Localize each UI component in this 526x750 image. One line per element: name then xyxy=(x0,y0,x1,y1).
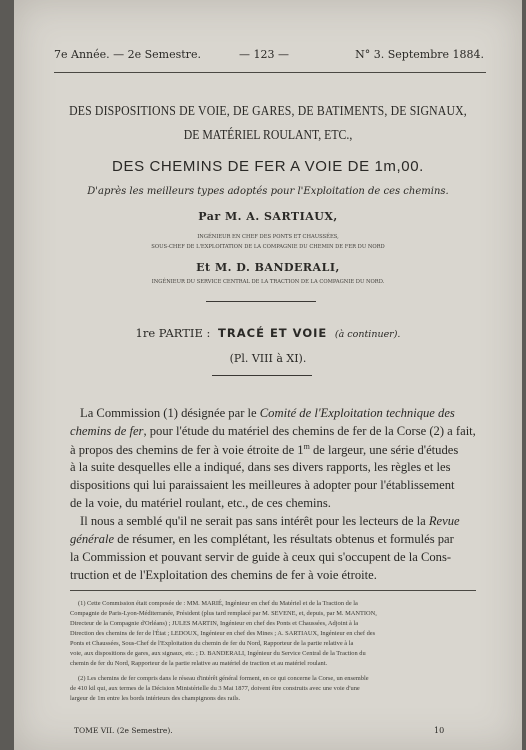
footnote-line-8: (2) Les chemins de fer compris dans le réseau d'intérêt général forment, en ce qui concerne la Corse, un ensemble xyxy=(78,675,369,682)
footnote-line-10: largeur de 1m entre les bords intérieurs des champignons des rails. xyxy=(70,695,241,702)
part-label: 1re PARTIE : xyxy=(135,326,211,340)
author-1-role-1: INGÉNIEUR EN CHEF DES PONTS ET CHAUSSÉES, xyxy=(197,234,339,240)
body-line-6: de la voie, du matériel roulant, etc., de ces chemins. xyxy=(70,496,331,510)
part-title: TRACÉ ET VOIE xyxy=(218,326,328,340)
body-line-9: la Commission et pouvant servir de guide à ceux qui s'occupent de la Cons- xyxy=(70,550,452,564)
author-1: Par M. A. SARTIAUX, xyxy=(198,210,338,223)
header-rule xyxy=(54,72,486,73)
part-note: (à continuer). xyxy=(334,329,401,340)
footnote-line-5: Ponts et Chaussées, Sous-Chef de l'Exploitation du chemin de fer du Nord, Rapporteur de la partie relative à la xyxy=(70,640,354,647)
body-line-8: générale de résumer, en les complétant, les résultats obtenus et formulés par xyxy=(70,532,454,546)
title-line-1: DES DISPOSITIONS DE VOIE, DE GARES, DE BATIMENTS, DE SIGNAUX, xyxy=(69,104,467,119)
title-line-2: DE MATÉRIEL ROULANT, ETC., xyxy=(183,128,353,143)
footnote-line-6: voie, aux dispositions de gares, aux signaux, etc. ; D. BANDERALI, Ingénieur du Service Central de la Traction du xyxy=(70,650,366,657)
footnote-line-3: Directeur de la Compagnie d'Orléans) ; JULES MARTIN, Ingénieur en chef des Ponts et Chaussées, Adjoint à la xyxy=(70,620,359,627)
author-2-role: INGÉNIEUR DU SERVICE CENTRAL DE LA TRACTION DE LA COMPAGNIE DU NORD. xyxy=(151,279,385,285)
header-page-number: — 123 — xyxy=(239,48,289,61)
footnote-rule xyxy=(70,590,476,591)
title-subtitle: D'après les meilleurs types adoptés pour l'Exploitation de ces chemins. xyxy=(87,186,449,197)
footnote-line-7: chemin de fer du Nord, Rapporteur de la partie relative au matériel de traction et au matériel roulant. xyxy=(70,660,328,667)
journal-page xyxy=(14,0,522,750)
footer-volume: TOME VII. (2e Semestre). xyxy=(74,726,173,735)
author-2: Et M. D. BANDERALI, xyxy=(196,261,340,274)
body-line-10: truction et de l'Exploitation des chemins de fer à voie étroite. xyxy=(70,568,377,582)
authors-rule xyxy=(206,301,316,302)
footnote-line-4: Direction des chemins de fer de l'État ; LEDOUX, Ingénieur en chef des Mines ; A. SARTIAUX, Ingénieur en chef des xyxy=(70,630,376,637)
body-line-3: à propos des chemins de fer à voie étroite de 1$^m$ de largeur, une série d'études xyxy=(70,442,459,458)
header-date: N° 3. Septembre 1884. xyxy=(355,48,484,61)
title-line-3: DES CHEMINS DE FER A VOIE DE 1m,00. xyxy=(112,158,424,175)
body-line-2: chemins de fer, pour l'étude du matériel des chemins de fer de la Corse (2) a fait, xyxy=(70,424,476,438)
body-line-5: dispositions qui lui paraissaient les meilleures à adopter pour l'établissement xyxy=(70,478,455,492)
body-line-7: Il nous a semblé qu'il ne serait pas sans intérêt pour les lecteurs de la Revue xyxy=(80,514,460,528)
part-rule xyxy=(212,375,312,376)
part-heading xyxy=(14,326,522,340)
body-line-1: La Commission (1) désignée par le Comité de l'Exploitation technique des xyxy=(80,406,455,420)
body-line-4: à la suite desquelles elle a indiqué, dans ses divers rapports, les règles et les xyxy=(70,460,451,474)
footnote-line-2: Compagnie de Paris-Lyon-Méditerranée, Président (plus tard remplacé par M. SEVENE, et, depuis, par M. MANTION, xyxy=(70,610,377,617)
footnote-line-9: de 410 kil qui, aux termes de la Décision Ministérielle du 3 Mai 1877, doivent être construits avec une voie d'une xyxy=(70,685,360,692)
part-plates: (Pl. VIII à XI). xyxy=(229,352,307,365)
header-issue: 7e Année. — 2e Semestre. xyxy=(54,48,201,61)
author-1-role-2: SOUS-CHEF DE L'EXPLOITATION DE LA COMPAGNIE DU CHEMIN DE FER DU NORD xyxy=(151,244,385,250)
footer-signature: 10 xyxy=(434,726,445,735)
footnote-line-1: (1) Cette Commission était composée de : MM. MARIÉ, Ingénieur en chef du Matériel et de la Traction de la xyxy=(78,600,358,607)
